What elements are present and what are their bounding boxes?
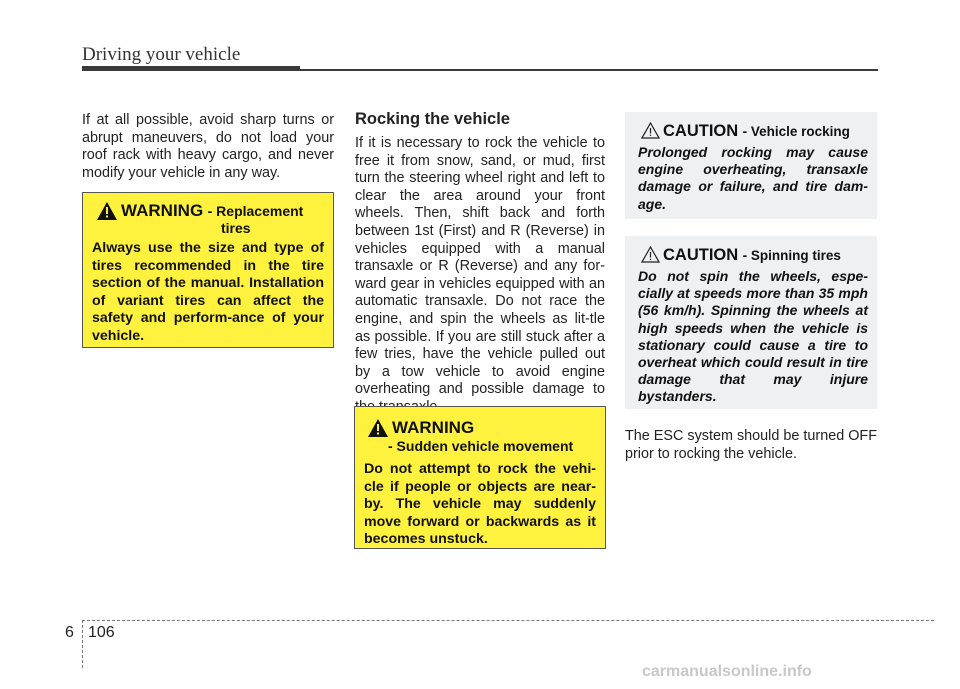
warning-box-replacement-tires (82, 192, 334, 348)
chapter-number: 6 (65, 624, 74, 641)
caution-word: CAUTION (663, 246, 739, 264)
caution-body: Prolonged rocking may cause engine overheating, transaxle damage or failure, and tire dam-age. (638, 144, 868, 212)
caution-heading (663, 246, 841, 265)
footer-divider (82, 620, 83, 668)
caution-word: CAUTION (663, 122, 739, 140)
page-number: 106 (88, 624, 115, 641)
rocking-body: If it is necessary to rock the vehicle to free it from snow, sand, or mud, first turn the steering wheel right and left to clear the area around your front wheels. Then, shift back and forth between 1st (First) and R (Reverse) in vehicles equipped with a manual transaxle or R (Reverse) and any for-ward gear in vehicles equipped with an automatic transaxle. Do not race the engine, and spin the wheels as lit-tle as possible. If you are still stuck after a few tries, have the vehicle pulled out by a tow vehicle to avoid engine overheating and possible damage to (355, 135, 605, 398)
warning-triangle-icon (368, 419, 388, 437)
page-header-title: Driving your vehicle (82, 44, 241, 65)
warning-triangle-icon (97, 202, 117, 220)
caution-subtitle: - Vehicle rocking (742, 124, 850, 139)
warning-heading (121, 201, 303, 221)
caution-box-spinning-tires (625, 236, 877, 409)
warning-word: WARNING (392, 418, 475, 437)
warning-body: Always use the size and type of tires recommended in the tire section of the manual. Installation of variant tires can affect the safety and perform-ance of your vehicle. (92, 240, 324, 344)
warning-subtitle: - Sudden vehicle movement (388, 438, 574, 454)
caution-box-vehicle-rocking (625, 112, 877, 219)
warning-word: WARNING (121, 201, 204, 220)
warning-body: Do not attempt to rock the vehi-cle if people or objects are near-by. The vehicle may suddenly move forward or backwards as it becomes unstuck. (364, 461, 596, 547)
intro-paragraph: If at all possible, avoid sharp turns or abrupt maneuvers, do not load your roof rack with heavy cargo, and never modify your vehicle in any way. (82, 112, 334, 181)
caution-heading (663, 122, 850, 141)
footer-rule (82, 620, 934, 621)
watermark: carmanualsonline.info (642, 663, 812, 680)
caution-subtitle: - Spinning tires (742, 248, 841, 263)
caution-triangle-icon (641, 246, 660, 263)
warning-box-sudden-movement (354, 406, 606, 549)
section-heading-rocking: Rocking the vehicle (355, 110, 510, 128)
caution-body: Do not spin the wheels, espe-cially at speeds more than 35 mph (56 km/h). Spinning the wheels at high speeds when the vehicle is stationary could cause a tire to overheat which could result in tire damage that may injure bystanders. (638, 268, 868, 405)
esc-note: The ESC system should be turned OFF prior to rocking the vehicle. (625, 428, 877, 462)
header-rule-thin (300, 69, 878, 71)
caution-triangle-icon (641, 122, 660, 139)
warning-subtitle-line2: tires (221, 220, 251, 236)
warning-subtitle: - Replacement (207, 203, 304, 219)
header-rule-thick (82, 66, 300, 71)
